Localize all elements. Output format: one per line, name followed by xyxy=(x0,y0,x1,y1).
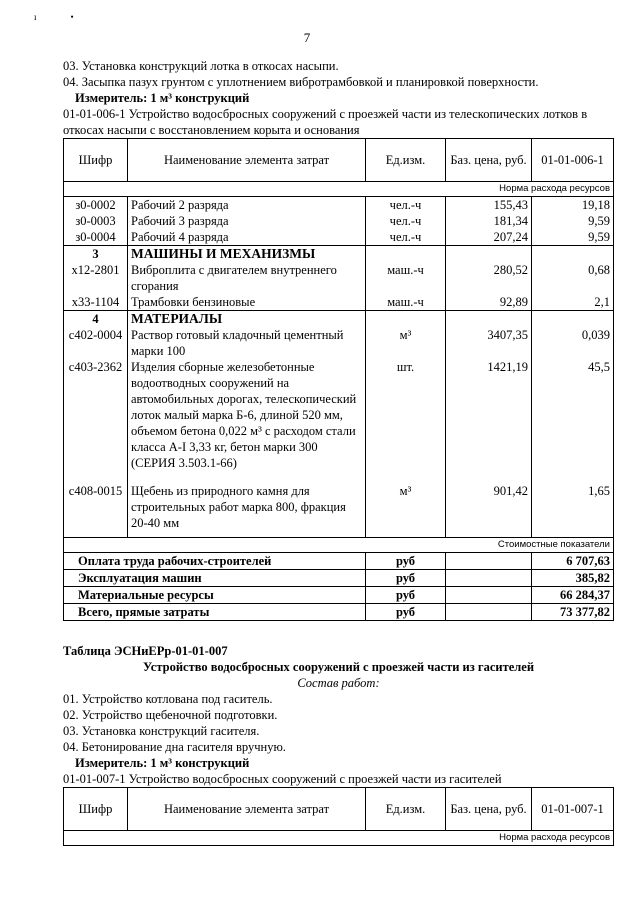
works-label: Состав работ: xyxy=(297,676,380,690)
intro-line: 04. Засыпка пазух грунтом с уплотнением вибротрамбовкой и планировкой поверхности. xyxy=(63,75,539,89)
table-row: з0-0002 Рабочий 2 разряда чел.-ч 155,43 19,18 xyxy=(64,197,614,214)
page-number: 7 xyxy=(303,30,311,45)
work-item: 02. Устройство щебеночной подготовки. xyxy=(63,708,278,722)
header-price: Баз. цена, руб. xyxy=(446,139,532,182)
norm-label: Норма расхода ресурсов xyxy=(64,831,614,846)
page-content xyxy=(63,58,614,846)
item-1-title-cont: откосах насыпи с восстановлением корыта и основания xyxy=(63,123,360,137)
resource-table-1 xyxy=(63,138,614,621)
table-2-label: Таблица ЭСНиЕРр-01-01-007 xyxy=(63,644,228,658)
work-item: 01. Устройство котлована под гаситель. xyxy=(63,692,273,706)
header-code: Шифр xyxy=(64,139,128,182)
header-name: Наименование элемента затрат xyxy=(128,788,366,831)
section-row: 4 МАТЕРИАЛЫ xyxy=(64,311,614,328)
table-header xyxy=(64,788,614,831)
table-row: с402-0004 Раствор готовый кладочный цементный марки 100 м³ 3407,35 0,039 xyxy=(64,327,614,359)
item-1-title: 01-01-006-1 Устройство водосбросных сооружений с проезжей части из телескопических лотков в xyxy=(63,107,588,121)
work-item: 03. Установка конструкций гасителя. xyxy=(63,724,260,738)
header-price: Баз. цена, руб. xyxy=(446,788,532,831)
item-2-title: 01-01-007-1 Устройство водосбросных сооружений с проезжей части из гасителей xyxy=(63,772,502,786)
sum-row: Эксплуатация машин руб 385,82 xyxy=(64,570,614,587)
header-unit: Ед.изм. xyxy=(366,139,446,182)
header-unit: Ед.изм. xyxy=(366,788,446,831)
sum-row: Оплата труда рабочих-строителей руб 6 707,63 xyxy=(64,553,614,570)
table-row: с408-0015 Щебень из природного камня для строительных работ марка 800, фракция 20-40 мм м³ 901,42 1,65 xyxy=(64,483,614,538)
resource-table-2 xyxy=(63,787,614,846)
work-item: 04. Бетонирование дна гасителя вручную. xyxy=(63,740,286,754)
norm-label: Норма расхода ресурсов xyxy=(64,182,614,197)
scan-marks: ı • xyxy=(34,12,74,22)
header-code: Шифр xyxy=(64,788,128,831)
section-row: 3 МАШИНЫ И МЕХАНИЗМЫ xyxy=(64,246,614,263)
sum-row: Материальные ресурсы руб 66 284,37 xyxy=(64,587,614,604)
table-header xyxy=(64,139,614,182)
meter-1: Измеритель: 1 м³ конструкций xyxy=(75,91,250,105)
table-row: з0-0004 Рабочий 4 разряда чел.-ч 207,24 9,59 xyxy=(64,229,614,246)
table-row: х33-1104 Трамбовки бензиновые маш.-ч 92,89 2,1 xyxy=(64,294,614,311)
table-2-title: Устройство водосбросных сооружений с проезжей части из гасителей xyxy=(142,660,535,674)
sum-row: Всего, прямые затраты руб 73 377,82 xyxy=(64,604,614,621)
table-row: с403-2362 Изделия сборные железобетонные водоотводных сооружений на автомобильных дорогах, телескопический лоток малый марка Б-6, длиной 520 мм, объемом бетона 0,022 м³ с расходом стали класса А-I 3,33 кг, бетон марки 300 (СЕРИЯ 3.503.1-66) шт. 1421,19 45,5 xyxy=(64,359,614,483)
table-row: з0-0003 Рабочий 3 разряда чел.-ч 181,34 9,59 xyxy=(64,213,614,229)
intro-line: 03. Установка конструкций лотка в откосах насыпи. xyxy=(63,59,339,73)
meter-2: Измеритель: 1 м³ конструкций xyxy=(75,756,250,770)
cost-label: Стоимостные показатели xyxy=(64,538,614,553)
header-norm: 01-01-006-1 xyxy=(532,139,614,182)
table-row: х12-2801 Виброплита с двигателем внутреннего сгорания маш.-ч 280,52 0,68 xyxy=(64,262,614,294)
header-norm: 01-01-007-1 xyxy=(532,788,614,831)
header-name: Наименование элемента затрат xyxy=(128,139,366,182)
